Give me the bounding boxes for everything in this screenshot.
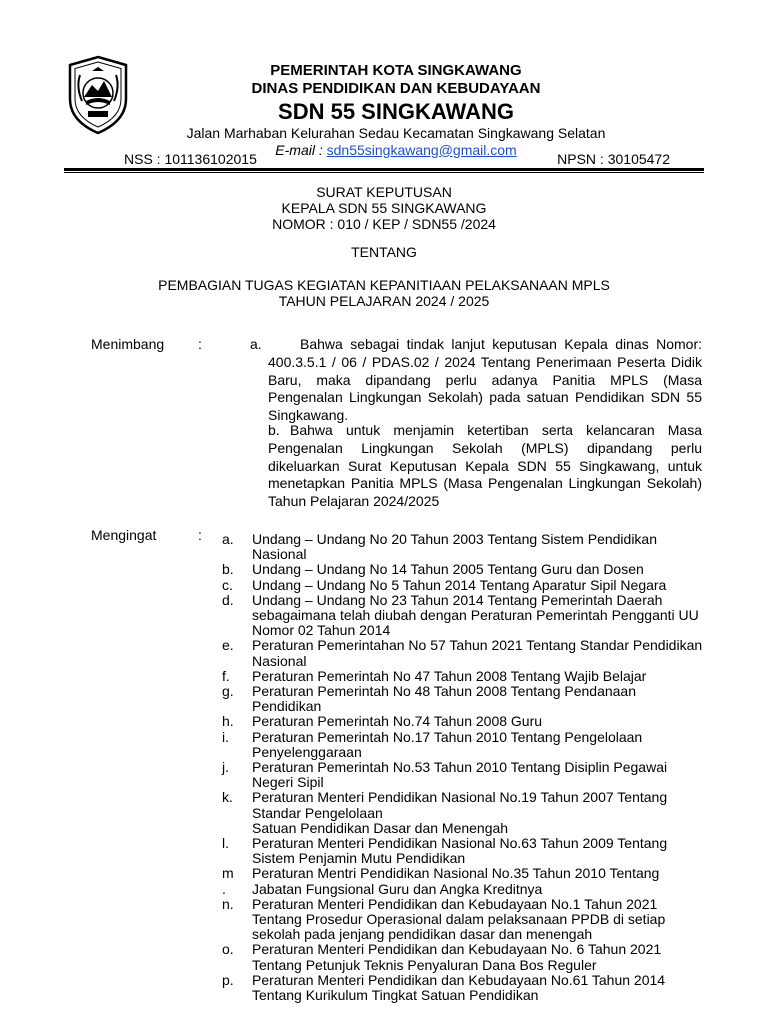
legal-basis-list <box>222 532 752 1003</box>
legal-basis-text-line: Peraturan Menteri Pendidikan dan Kebudayaan No. 6 Tahun 2021 <box>252 941 662 958</box>
legal-basis-item <box>222 942 752 972</box>
legal-basis-item <box>222 730 752 760</box>
legal-basis-marker: p. <box>222 971 234 988</box>
decree-subject <box>0 277 768 309</box>
decree-issuer: KEPALA SDN 55 SINGKAWANG <box>281 200 487 216</box>
legal-basis-marker: c. <box>222 576 233 593</box>
legal-basis-item <box>222 866 752 896</box>
legal-basis-text-line: Undang – Undang No 14 Tahun 2005 Tentang Guru dan Dosen <box>252 561 644 578</box>
letterhead-rule-thin <box>64 172 704 173</box>
legal-basis-item <box>222 714 752 729</box>
about-label: TENTANG <box>351 244 417 260</box>
legal-basis-text-line: Peraturan Pemerintah No.53 Tahun 2010 Tentang Disiplin Pegawai <box>252 759 668 776</box>
legal-basis-text-line: Peraturan Pemerintah No.74 Tahun 2008 Guru <box>252 713 543 730</box>
legal-basis-text-line: Sistem Penjamin Mutu Pendidikan <box>252 850 466 867</box>
point-a-text: Bahwa sebagai tindak lanjut keputusan Kepala dinas Nomor: 400.3.5.1 / 06 / PDAS.02 / 2024 Tentang Penerimaan Peserta Didik Baru, maka dipandang perlu adanya Panitia MPLS (Masa Pengenalan Lingkungan Sekolah) pada satuan Pendidikan SDN 55 Singkawang. <box>268 336 702 424</box>
subject-line-2: TAHUN PELAJARAN 2024 / 2025 <box>278 293 490 309</box>
school-name: SDN 55 SINGKAWANG <box>278 99 514 125</box>
legal-basis-marker: f. <box>222 667 230 684</box>
legal-basis-item <box>222 562 752 577</box>
legal-basis-marker: l. <box>222 835 229 852</box>
legal-basis-marker: i. <box>222 728 229 745</box>
legal-basis-marker: k. <box>222 789 233 806</box>
point-b-marker: b. <box>268 422 280 438</box>
legal-basis-text-line: Negeri Sipil <box>252 774 324 791</box>
email-label: E-mail : <box>275 141 323 158</box>
legal-basis-text-line: Penyelenggaraan <box>252 743 362 760</box>
mengingat-colon: : <box>198 527 202 543</box>
city-emblem-icon <box>66 55 130 135</box>
legal-basis-marker: g. <box>222 683 234 700</box>
nss-number: NSS : 101136102015 <box>124 151 257 167</box>
legal-basis-item <box>222 638 752 668</box>
legal-basis-marker: a. <box>222 531 234 547</box>
legal-basis-marker: j. <box>222 759 229 776</box>
menimbang-colon: : <box>198 336 202 352</box>
npsn-number: NPSN : 30105472 <box>557 151 670 167</box>
legal-basis-marker: m . <box>222 865 234 897</box>
legal-basis-item <box>222 897 752 943</box>
legal-basis-text-line: Satuan Pendidikan Dasar dan Menengah <box>252 819 509 836</box>
letterhead <box>140 62 652 158</box>
legal-basis-text-line: Tentang Prosedur Operasional dalam pelaksanaan PPDB di setiap <box>252 911 666 928</box>
decree-number: NOMOR : 010 / KEP / SDN55 /2024 <box>272 216 496 232</box>
legal-basis-item <box>222 532 752 562</box>
legal-basis-marker: d. <box>222 591 234 608</box>
legal-basis-item <box>222 836 752 866</box>
menimbang-point-a <box>250 336 702 425</box>
legal-basis-item <box>222 684 752 714</box>
legal-basis-text-line: Undang – Undang No 5 Tahun 2014 Tentang Aparatur Sipil Negara <box>252 576 667 593</box>
legal-basis-text-line: Tentang Kurikulum Tingkat Satuan Pendidikan <box>252 987 539 1004</box>
point-b-text: Bahwa untuk menjamin ketertiban serta kelancaran Masa Pengenalan Lingkungan Sekolah (MPLS) dipandang perlu dikeluarkan Surat Keputusan Kepala SDN 55 Singkawang, untuk menetapkan Panitia MPLS (Masa Pengenalan Lingkungan Sekolah) Tahun Pelajaran 2024/2025 <box>268 422 702 510</box>
legal-basis-text-line: Peraturan Menteri Pendidikan Nasional No.63 Tahun 2009 Tentang <box>252 835 668 852</box>
legal-basis-marker: n. <box>222 895 234 912</box>
legal-basis-text-line: Jabatan Fungsional Guru dan Angka Kreditnya <box>252 880 543 897</box>
menimbang-label: Menimbang <box>91 336 165 352</box>
legal-basis-text-line: Nasional <box>252 652 307 669</box>
legal-basis-text-line: Peraturan Pemerintah No 47 Tahun 2008 Tentang Wajib Belajar <box>252 667 647 684</box>
legal-basis-item <box>222 790 752 836</box>
school-address: Jalan Marhaban Kelurahan Sedau Kecamatan Singkawang Selatan <box>186 125 606 142</box>
legal-basis-text-line: Tentang Petunjuk Teknis Penyaluran Dana Bos Reguler <box>252 956 597 973</box>
legal-basis-text-line: Peraturan Pemerintah No 48 Tahun 2008 Tentang Pendanaan <box>252 683 637 700</box>
legal-basis-text-line: Undang – Undang No 23 Tahun 2014 Tentang Pemerintah Daerah <box>252 591 663 608</box>
legal-basis-text-line: Nasional <box>252 546 307 563</box>
legal-basis-text-line: Peraturan Pemerintahan No 57 Tahun 2021 Tentang Standar Pendidikan <box>252 637 703 654</box>
legal-basis-item <box>222 669 752 684</box>
legal-basis-text-line: Pendidikan <box>252 698 322 715</box>
legal-basis-text-line: Peraturan Menteri Pendidikan dan Kebudayaan No.1 Tahun 2021 <box>252 895 658 912</box>
legal-basis-item <box>222 973 752 1003</box>
mengingat-label: Mengingat <box>91 527 157 543</box>
legal-basis-text-line: Peraturan Menteri Pendidikan Nasional No.19 Tahun 2007 Tentang <box>252 789 668 806</box>
decree-heading <box>0 184 768 232</box>
legal-basis-marker: e. <box>222 637 234 654</box>
legal-basis-text-line: Peraturan Menteri Pendidikan dan Kebudayaan No.61 Tahun 2014 <box>252 971 666 988</box>
legal-basis-text-line: Standar Pengelolaan <box>252 804 383 821</box>
legal-basis-marker: o. <box>222 941 234 958</box>
legal-basis-text-line: sekolah pada jenjang pendidikan dasar dan menengah <box>252 926 593 943</box>
legal-basis-text-line: Undang – Undang No 20 Tahun 2003 Tentang Sistem Pendidikan <box>252 531 658 547</box>
legal-basis-marker: b. <box>222 561 234 578</box>
legal-basis-item <box>222 760 752 790</box>
government-name: PEMERINTAH KOTA SINGKAWANG <box>270 62 522 79</box>
legal-basis-text-line: Nomor 02 Tahun 2014 <box>252 622 391 639</box>
legal-basis-text-line: Peraturan Pemerintah No.17 Tahun 2010 Tentang Pengelolaan <box>252 728 643 745</box>
agency-name: DINAS PENDIDIKAN DAN KEBUDAYAAN <box>251 79 541 97</box>
email-link[interactable]: sdn55singkawang@gmail.com <box>326 141 517 158</box>
legal-basis-marker: h. <box>222 713 234 730</box>
menimbang-point-b <box>268 422 702 511</box>
letterhead-rule-thick <box>64 168 704 171</box>
school-ids <box>124 151 670 167</box>
legal-basis-item <box>222 578 752 593</box>
legal-basis-text-line: Peraturan Mentri Pendidikan Nasional No.35 Tahun 2010 Tentang <box>252 865 660 882</box>
decree-title: SURAT KEPUTUSAN <box>316 184 452 200</box>
point-a-marker: a. <box>250 336 262 352</box>
legal-basis-text-line: sebagaimana telah diubah dengan Peraturan Pemerintah Pengganti UU <box>252 607 699 624</box>
legal-basis-item <box>222 593 752 639</box>
subject-line-1: PEMBAGIAN TUGAS KEGIATAN KEPANITIAAN PELAKSANAAN MPLS <box>158 277 610 293</box>
